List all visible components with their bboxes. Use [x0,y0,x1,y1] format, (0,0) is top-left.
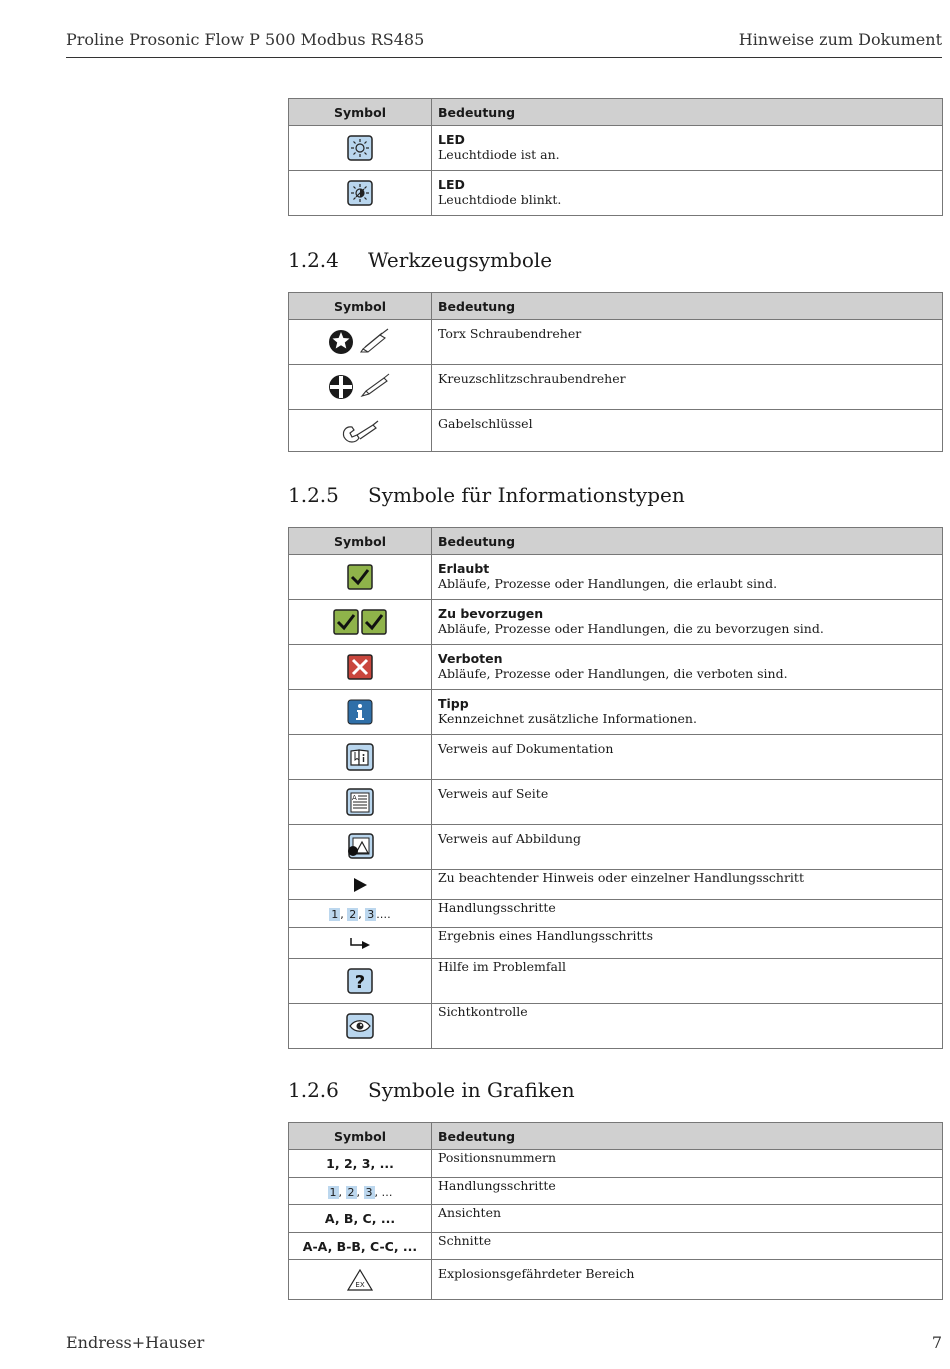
row-title: Verboten [438,651,503,666]
section-title: Hinweise zum Dokument [738,30,942,49]
row-title: Erlaubt [438,561,490,576]
steps-symbol: 1 , 2 , 3 .… [331,908,391,921]
section-title-text: Symbole in Grafiken [368,1078,575,1102]
column-header-meaning: Bedeutung [432,1123,943,1150]
table-row [289,928,943,959]
row-description: Handlungsschritte [438,900,556,915]
table-row [289,410,943,452]
row-description: Ergebnis eines Handlungsschritts [438,928,653,943]
row-title: LED [438,132,465,147]
table-row [289,1260,943,1300]
section-title-text: Symbole für Informationstypen [368,483,685,507]
table-row [289,1233,943,1260]
table-row [289,126,943,171]
row-description: Schnitte [438,1233,492,1248]
visual-inspection-icon [346,1013,374,1039]
graphics-symbol-table [288,1122,943,1300]
section-number: 1.2.5 [288,483,339,507]
row-description: Leuchtdiode ist an. [438,147,560,162]
table-row [289,320,943,365]
column-header-meaning: Bedeutung [432,99,943,126]
row-description: Abläufe, Prozesse oder Handlungen, die verboten sind. [438,666,788,681]
table-row [289,825,943,870]
brand-name: Endress+Hauser [66,1333,205,1352]
table-row [289,1150,943,1178]
page-header [66,30,942,58]
forbidden-icon [347,654,373,680]
row-description: Verweis auf Abbildung [438,831,581,846]
explosion-hazard-icon [347,1269,373,1291]
views-symbol: A, B, C, ... [324,1211,396,1226]
table-row [289,870,943,900]
page-reference-icon [346,788,374,816]
row-description: Torx Schraubendreher [438,326,582,341]
document-title: Proline Prosonic Flow P 500 Modbus RS485 [66,30,425,49]
open-end-wrench-icon [340,417,380,445]
row-description: Zu beachtender Hinweis oder einzelner Handlungsschritt [438,870,804,885]
row-description: Verweis auf Seite [438,786,549,801]
table-row [289,735,943,780]
steps-symbol: 1 , 2 , 3 , … [329,1185,393,1199]
row-description: Explosionsgefährdeter Bereich [438,1266,635,1281]
section-heading [288,483,685,507]
row-description: Verweis auf Dokumentation [438,741,614,756]
table-row [289,959,943,1004]
row-description: Positionsnummern [438,1150,557,1165]
column-header-meaning: Bedeutung [432,528,943,555]
svg-text:A: A [352,794,357,802]
section-title-text: Werkzeugsymbole [368,248,553,272]
led-on-icon [347,135,373,161]
table-row [289,1205,943,1233]
row-description: Kreuzschlitzschraubendreher [438,371,626,386]
row-description: Hilfe im Problemfall [438,959,566,974]
sections-symbol: A-A, B-B, C-C, ... [302,1238,418,1254]
led-symbol-table [288,98,943,216]
column-header-symbol: Symbol [289,528,432,555]
column-header-meaning: Bedeutung [432,293,943,320]
table-row [289,645,943,690]
section-number: 1.2.6 [288,1078,339,1102]
permitted-icon [347,564,373,590]
documentation-reference-icon [346,743,374,771]
cross-screwdriver-icon [328,372,392,402]
section-heading [288,1078,575,1102]
table-row [289,1004,943,1049]
table-row [289,1178,943,1205]
help-icon [347,968,373,994]
svg-text:EX: EX [355,1280,365,1289]
row-title: Tipp [438,696,469,711]
row-description: Ansichten [438,1205,502,1220]
row-description: Abläufe, Prozesse oder Handlungen, die erlaubt sind. [438,576,778,591]
info-symbol-table [288,527,943,1049]
row-title: LED [438,177,465,192]
led-blink-icon [347,180,373,206]
torx-screwdriver-icon [328,327,392,357]
row-description: Handlungsschritte [438,1178,556,1193]
row-description: Leuchtdiode blinkt. [438,192,562,207]
page-number: 7 [931,1333,942,1352]
table-row [289,600,943,645]
table-row [289,900,943,928]
row-title: Zu bevorzugen [438,606,544,621]
graphic-reference-icon [346,833,374,861]
table-row [289,780,943,825]
row-description: Sichtkontrolle [438,1004,528,1019]
row-description: Kennzeichnet zusätzliche Informationen. [438,711,697,726]
column-header-symbol: Symbol [289,293,432,320]
tool-symbol-table [288,292,943,452]
tip-icon [347,699,373,725]
table-row [289,171,943,216]
position-numbers-symbol: 1, 2, 3, ... [326,1156,394,1171]
table-row [289,555,943,600]
table-row [289,365,943,410]
svg-text:?: ? [354,972,366,993]
note-triangle-icon [352,877,368,893]
column-header-symbol: Symbol [289,99,432,126]
row-description: Abläufe, Prozesse oder Handlungen, die zu bevorzugen sind. [438,621,824,636]
column-header-symbol: Symbol [289,1123,432,1150]
section-number: 1.2.4 [288,248,339,272]
table-row [289,690,943,735]
section-heading [288,248,552,272]
preferred-icon [333,609,387,635]
result-arrow-icon [349,937,371,949]
row-description: Gabelschlüssel [438,416,533,431]
